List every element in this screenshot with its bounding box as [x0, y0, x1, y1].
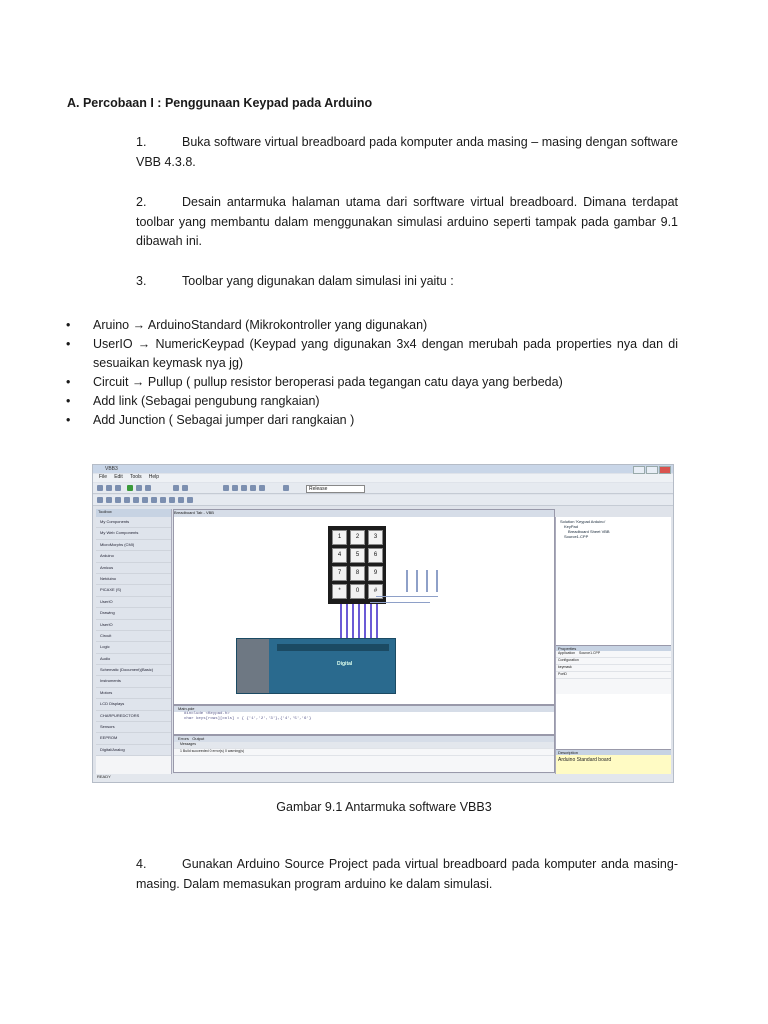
step-1 [136, 133, 678, 172]
new-icon[interactable] [97, 485, 103, 491]
close-icon[interactable] [659, 466, 671, 474]
description-title: Description [556, 750, 671, 755]
toolbox-item[interactable]: Drawing [96, 608, 171, 619]
keypad-key[interactable]: # [368, 584, 383, 599]
add-link-icon[interactable] [106, 497, 112, 503]
properties-panel [556, 645, 671, 694]
keypad-key[interactable]: 7 [332, 566, 347, 581]
toolbox-item[interactable]: Amicus [96, 563, 171, 574]
grid-icon[interactable] [169, 497, 175, 503]
redo-icon[interactable] [259, 485, 265, 491]
group-icon[interactable] [187, 497, 193, 503]
list-item: • Add link (Sebagai pengubung rangkaian) [66, 394, 320, 408]
breadboard-canvas[interactable] [173, 509, 555, 705]
toolbox-item[interactable]: Logic [96, 642, 171, 653]
wire [340, 604, 342, 640]
toolbox-list [96, 517, 171, 756]
toolbox-item[interactable]: PICAXE (S) [96, 585, 171, 596]
toolbox-item[interactable]: Motors [96, 688, 171, 699]
toolbar-bullet-list [62, 316, 678, 430]
toolbox-item[interactable]: Sensors [96, 722, 171, 733]
toolbox-item[interactable]: EEPROM [96, 733, 171, 744]
toolbox-item[interactable]: Instruments [96, 676, 171, 687]
toolbox-item[interactable]: Arduino [96, 551, 171, 562]
wire-icon[interactable] [124, 497, 130, 503]
toolbox-item[interactable]: UserIO [96, 620, 171, 631]
toolbox-item[interactable]: My Web Components [96, 528, 171, 539]
description-text: Arduino Standard board [558, 757, 612, 763]
keypad-key[interactable]: 2 [350, 530, 365, 545]
toolbar-bottom [93, 495, 673, 506]
stop-icon[interactable] [145, 485, 151, 491]
select-icon[interactable] [97, 497, 103, 503]
code-editor[interactable] [173, 705, 555, 735]
tree-item[interactable]: KeyPad [564, 524, 579, 529]
open-icon[interactable] [106, 485, 112, 491]
step-2 [136, 193, 678, 252]
wire [364, 604, 366, 640]
flip-icon[interactable] [142, 497, 148, 503]
keypad-key[interactable]: 3 [368, 530, 383, 545]
copy-icon[interactable] [232, 485, 238, 491]
wire [352, 604, 354, 640]
list-item: • Add Junction ( Sebagai jumper dari rangkaian ) [66, 413, 355, 427]
add-junction-icon[interactable] [115, 497, 121, 503]
wire [358, 604, 360, 640]
tree-item[interactable]: Solution 'Keypad Arduino' [560, 519, 606, 524]
save-icon[interactable] [115, 485, 121, 491]
text-icon[interactable] [151, 497, 157, 503]
toolbar-top [93, 483, 673, 494]
window-titlebar [93, 465, 673, 473]
toolbox-item[interactable]: Netduino [96, 574, 171, 585]
toolbox-item[interactable]: Circuit [96, 631, 171, 642]
keypad-key[interactable]: 8 [350, 566, 365, 581]
list-item: • Circuit → Pullup ( pullup resistor beroperasi pada tegangan catu daya yang berbeda) [66, 375, 563, 389]
menu-edit[interactable]: Edit [114, 474, 123, 480]
menu-file[interactable]: File [99, 474, 108, 480]
section-heading: A. Percobaan I : Penggunaan Keypad pada Arduino [67, 96, 373, 110]
pullup-resistor[interactable] [436, 570, 438, 592]
code-line: #include <Keypad.h> [184, 712, 230, 716]
tab-errors[interactable]: Errors [178, 736, 189, 741]
tab-output[interactable]: Output [192, 736, 205, 741]
property-row[interactable]: Application Source1.CPP [556, 651, 671, 658]
minimize-icon[interactable] [633, 466, 645, 474]
arduino-board[interactable] [236, 638, 396, 694]
board-label: Digital [337, 661, 353, 667]
error-row[interactable]: 1 Build succeeded 0 error(s) 0 warning(s) [174, 749, 554, 756]
status-bar: READY [93, 774, 674, 782]
step-text: Buka software virtual breadboard pada komputer anda masing – masing dengan software VBB 4.3.8. [136, 135, 678, 169]
pullup-resistor[interactable] [406, 570, 408, 592]
wire [346, 604, 348, 640]
configuration-dropdown[interactable]: Release [306, 485, 365, 493]
list-item: • Aruino → ArduinoStandard (Mikrokontroller yang digunakan) [66, 318, 428, 332]
error-header: Messages [174, 742, 554, 749]
keypad-key[interactable]: 0 [350, 584, 365, 599]
step-number: 1. [136, 135, 147, 149]
align-icon[interactable] [160, 497, 166, 503]
toolbox-item[interactable]: Audio [96, 654, 171, 665]
paste-icon[interactable] [241, 485, 247, 491]
solution-panel [555, 517, 671, 782]
wire [376, 604, 378, 640]
toolbox-item[interactable]: My Components [96, 517, 171, 528]
tree-item[interactable]: Breadboard Sheet VBB [568, 529, 610, 534]
list-item: • UserIO → NumericKeypad (Keypad yang digunakan 3x4 dengan merubah pada properties nya dan di sesuaikan keymask nya jg) [66, 337, 678, 370]
toolbox-item[interactable]: Digital/Analog [96, 745, 171, 756]
wire [376, 596, 438, 597]
toolbox-item[interactable]: Schematic (Document)(Basic) [96, 665, 171, 676]
maximize-icon[interactable] [646, 466, 658, 474]
usb-connector [237, 639, 269, 693]
code-tab[interactable]: Main.pde [174, 706, 554, 712]
step-number: 2. [136, 195, 147, 209]
pause-icon[interactable] [136, 485, 142, 491]
toolbox-item[interactable]: UserIO [96, 597, 171, 608]
toolbox-item[interactable]: LCD Displays [96, 699, 171, 710]
step-text: Desain antarmuka halaman utama dari sorftware virtual breadboard. Dimana terdapat toolbar yang membantu dalam menggunakan simulasi arduino seperti tampak pada gambar 9.1 dibawah ini. [136, 195, 678, 248]
figure-caption: Gambar 9.1 Antarmuka software VBB3 [276, 800, 492, 814]
undo-icon[interactable] [250, 485, 256, 491]
step-text: Gunakan Arduino Source Project pada virtual breadboard pada komputer anda masing-masing. Dalam memasukan program arduino ke dalam simulasi. [136, 857, 678, 891]
error-list-panel [173, 735, 555, 773]
toolbox-panel [96, 509, 172, 782]
zoom-out-icon[interactable] [182, 485, 188, 491]
wire [370, 604, 372, 640]
vbb-screenshot-figure [92, 464, 674, 783]
keypad-key[interactable]: 5 [350, 548, 365, 563]
menu-tools[interactable]: Tools [129, 474, 142, 480]
keypad-key[interactable]: 4 [332, 548, 347, 563]
tree-item[interactable]: Source1.CPP [564, 534, 589, 539]
wire [370, 602, 430, 603]
keypad-key[interactable]: * [332, 584, 347, 599]
step-3 [136, 272, 678, 292]
layer-icon[interactable] [178, 497, 184, 503]
rotate-icon[interactable] [133, 497, 139, 503]
cut-icon[interactable] [223, 485, 229, 491]
toolbox-item[interactable]: CHARPUREDCTORS [96, 711, 171, 722]
properties-title: Properties [556, 646, 671, 651]
keypad-key[interactable]: 6 [368, 548, 383, 563]
toolbox-item[interactable]: MicroMorphs (CMI) [96, 540, 171, 551]
property-row[interactable]: keymask [556, 665, 671, 672]
keypad-key[interactable]: 1 [332, 530, 347, 545]
solution-tree [556, 517, 671, 541]
build-icon[interactable] [283, 485, 289, 491]
code-line: char keys[rows][cols] = { {'1','2','3'},{'4','5','6'} [184, 717, 312, 721]
toolbox-title: Toolbox [96, 509, 171, 517]
menu-help[interactable]: Help [148, 474, 160, 480]
window-title: VBB3 [105, 466, 118, 472]
numeric-keypad[interactable] [328, 526, 386, 604]
step-4 [136, 855, 678, 894]
pullup-resistor[interactable] [426, 570, 428, 592]
run-icon[interactable] [127, 485, 133, 491]
step-text: Toolbar yang digunakan dalam simulasi ini yaitu : [182, 274, 454, 288]
step-number: 3. [136, 274, 147, 288]
keypad-key[interactable]: 9 [368, 566, 383, 581]
menu-bar [93, 474, 673, 482]
pin-header [277, 644, 389, 651]
property-row[interactable]: Configuration [556, 658, 671, 665]
zoom-icon[interactable] [173, 485, 179, 491]
pullup-resistor[interactable] [416, 570, 418, 592]
canvas-tab[interactable]: Breadboard Tab - VBB [174, 510, 554, 517]
step-number: 4. [136, 857, 147, 871]
property-row[interactable]: PortD [556, 672, 671, 679]
